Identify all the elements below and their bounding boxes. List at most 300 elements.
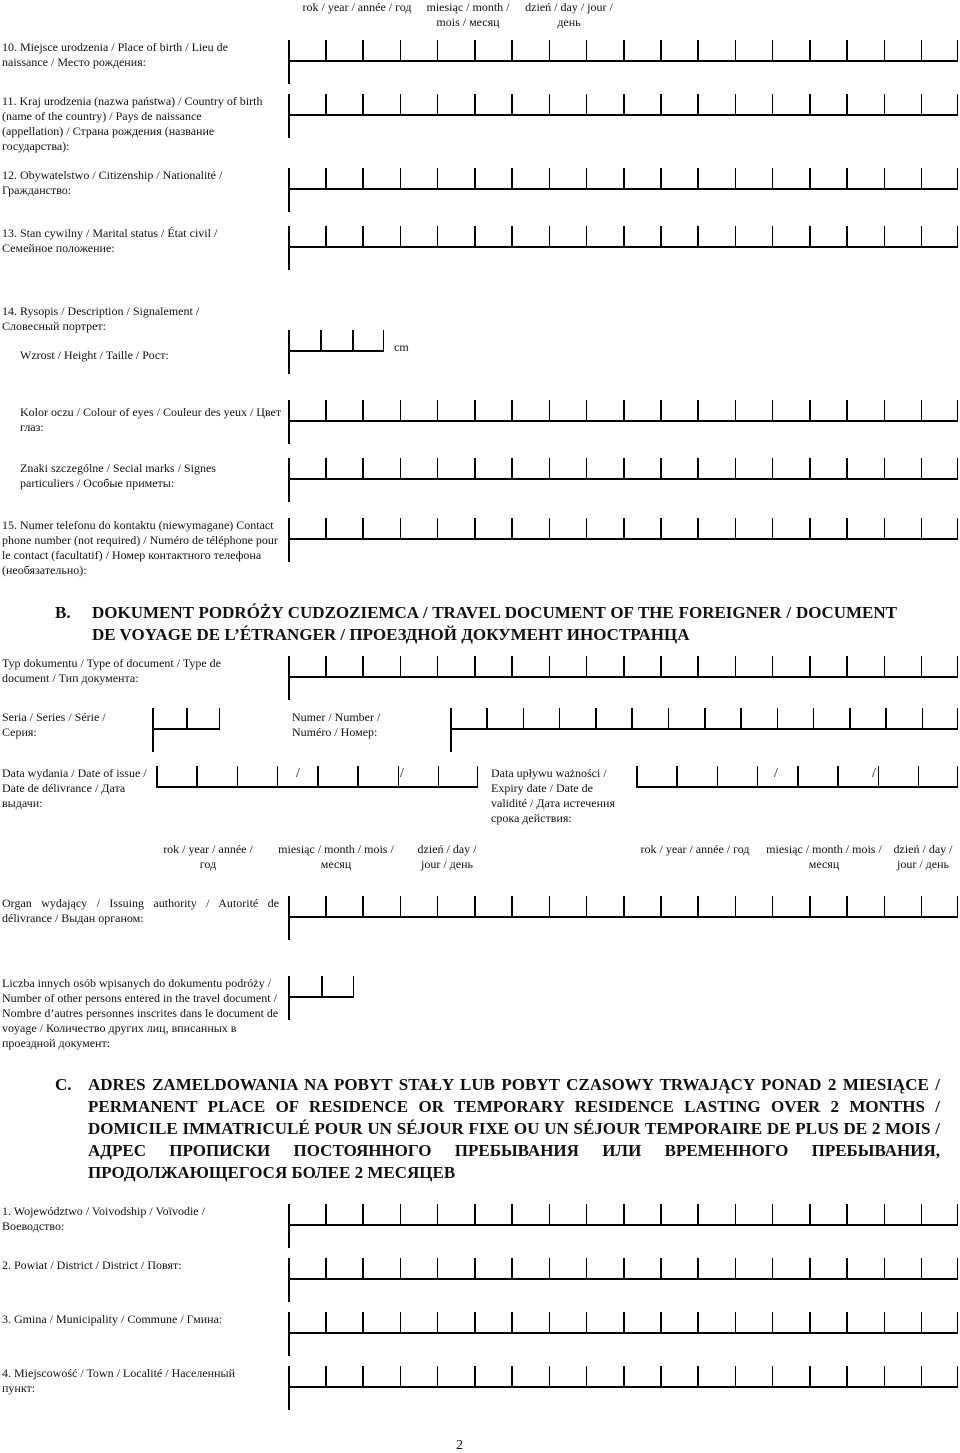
other-persons-boxes[interactable] bbox=[288, 976, 354, 1002]
box-baseline bbox=[450, 728, 958, 730]
box-divider bbox=[362, 896, 364, 916]
box-divider bbox=[288, 330, 290, 374]
box-divider bbox=[586, 1258, 588, 1278]
box-divider bbox=[549, 40, 551, 60]
box-divider bbox=[586, 1204, 588, 1224]
box-baseline bbox=[288, 676, 958, 678]
citizenship-boxes[interactable] bbox=[288, 168, 958, 194]
box-divider bbox=[884, 1366, 886, 1386]
box-divider bbox=[437, 168, 439, 188]
box-divider bbox=[921, 1204, 923, 1224]
box-divider bbox=[586, 518, 588, 538]
box-divider bbox=[884, 168, 886, 188]
box-divider bbox=[511, 656, 513, 676]
box-divider bbox=[437, 896, 439, 916]
box-divider bbox=[809, 1366, 811, 1386]
document-type-label: Typ dokumentu / Type of document / Type de document / Тип документа: bbox=[2, 656, 221, 685]
box-divider bbox=[362, 1258, 364, 1278]
box-divider bbox=[586, 458, 588, 478]
box-divider bbox=[511, 40, 513, 60]
box-divider bbox=[362, 458, 364, 478]
box-divider bbox=[957, 226, 959, 246]
box-divider bbox=[772, 1312, 774, 1332]
box-divider bbox=[921, 168, 923, 188]
box-divider bbox=[437, 226, 439, 246]
box-divider bbox=[921, 656, 923, 676]
box-divider bbox=[511, 518, 513, 538]
box-divider bbox=[400, 94, 402, 114]
box-divider bbox=[357, 766, 359, 786]
box-divider bbox=[477, 766, 479, 786]
box-divider bbox=[437, 1312, 439, 1332]
box-divider bbox=[400, 896, 402, 916]
box-baseline bbox=[152, 728, 220, 730]
box-baseline bbox=[288, 996, 354, 998]
box-divider bbox=[921, 896, 923, 916]
box-divider bbox=[277, 766, 279, 786]
box-divider bbox=[636, 766, 638, 786]
box-divider bbox=[921, 1258, 923, 1278]
box-divider bbox=[885, 708, 887, 728]
box-divider bbox=[772, 458, 774, 478]
box-divider bbox=[549, 226, 551, 246]
box-divider bbox=[772, 1204, 774, 1224]
box-divider bbox=[437, 518, 439, 538]
box-divider bbox=[809, 896, 811, 916]
box-divider bbox=[631, 708, 633, 728]
box-divider bbox=[660, 1366, 662, 1386]
box-divider bbox=[957, 766, 959, 786]
box-divider bbox=[697, 1312, 699, 1332]
box-divider bbox=[325, 896, 327, 916]
box-divider bbox=[325, 656, 327, 676]
box-divider bbox=[809, 1258, 811, 1278]
box-divider bbox=[321, 976, 323, 996]
box-divider bbox=[846, 168, 848, 188]
box-divider bbox=[697, 1258, 699, 1278]
box-divider bbox=[697, 458, 699, 478]
box-divider bbox=[772, 1258, 774, 1278]
box-baseline bbox=[288, 916, 958, 918]
box-divider bbox=[735, 656, 737, 676]
box-divider bbox=[362, 168, 364, 188]
box-divider bbox=[623, 518, 625, 538]
box-divider bbox=[846, 400, 848, 420]
box-divider bbox=[383, 330, 385, 350]
section-b-title: DOKUMENT PODRÓŻY CUDZOZIEMCA / TRAVEL DOCUMENT OF THE FOREIGNER / DOCUMENT DE VOYAGE DE L’ÉTRANGER / ПРОЕЗДНОЙ ДОКУМЕНТ ИНОСТРАНЦА bbox=[92, 603, 897, 644]
box-divider bbox=[362, 226, 364, 246]
box-divider bbox=[846, 458, 848, 478]
box-divider bbox=[668, 708, 670, 728]
box-divider bbox=[400, 1312, 402, 1332]
box-divider bbox=[797, 766, 799, 786]
box-divider bbox=[474, 458, 476, 478]
box-divider bbox=[849, 708, 851, 728]
box-divider bbox=[809, 400, 811, 420]
district-boxes[interactable] bbox=[288, 1258, 958, 1284]
box-divider bbox=[219, 708, 221, 728]
box-divider bbox=[437, 94, 439, 114]
section-c-title: ADRES ZAMELDOWANIA NA POBYT STAŁY LUB POBYT CZASOWY TRWAJĄCY PONAD 2 MIESIĄCE / PERMANENT PLACE OF RESIDENCE OR TEMPORARY RESIDENCE LASTING OVER 2 MONTHS / DOMICILE IMMATRICULÉ POUR UN SÉJOUR FIXE OU UN SÉJOUR TEMPORAIRE DE PLUS DE 2 MOIS / АДРЕС ПРОПИСКИ ПОСТОЯННОГО ПРЕБЫВАНИЯ ИЛИ ВРЕМЕННОГО ПРЕБЫВАНИЯ, ПРОДОЛЖАЮЩЕГОСЯ БОЛЕЕ 2 МЕСЯЦЕВ bbox=[88, 1075, 940, 1182]
box-divider bbox=[809, 168, 811, 188]
box-divider bbox=[400, 400, 402, 420]
country-of-birth-label: 11. Kraj urodzenia (nazwa państwa) / Country of birth (name of the country) / Pays de naissance (appellation) / Страна рождения (название государства): bbox=[2, 94, 263, 153]
box-divider bbox=[809, 1204, 811, 1224]
box-divider bbox=[586, 168, 588, 188]
box-divider bbox=[717, 766, 719, 786]
box-divider bbox=[156, 766, 158, 786]
box-divider bbox=[921, 400, 923, 420]
box-divider bbox=[437, 40, 439, 60]
box-divider bbox=[623, 1312, 625, 1332]
box-divider bbox=[809, 458, 811, 478]
box-divider bbox=[957, 168, 959, 188]
box-divider bbox=[362, 518, 364, 538]
box-divider bbox=[697, 656, 699, 676]
box-divider bbox=[549, 168, 551, 188]
box-baseline bbox=[156, 786, 478, 788]
box-divider bbox=[957, 1366, 959, 1386]
box-divider bbox=[474, 40, 476, 60]
box-divider bbox=[846, 40, 848, 60]
box-divider bbox=[362, 40, 364, 60]
box-divider bbox=[474, 400, 476, 420]
box-divider bbox=[884, 400, 886, 420]
series-label: Seria / Series / Série / Серия: bbox=[2, 710, 106, 739]
box-divider bbox=[809, 40, 811, 60]
box-divider bbox=[586, 400, 588, 420]
box-divider bbox=[317, 766, 319, 786]
box-divider bbox=[325, 94, 327, 114]
box-divider bbox=[660, 1312, 662, 1332]
box-divider bbox=[511, 896, 513, 916]
box-divider bbox=[474, 1258, 476, 1278]
box-divider bbox=[846, 1312, 848, 1332]
box-divider bbox=[288, 94, 290, 138]
special-marks-boxes[interactable] bbox=[288, 458, 958, 484]
box-divider bbox=[660, 1204, 662, 1224]
box-divider bbox=[846, 1366, 848, 1386]
box-divider bbox=[549, 1366, 551, 1386]
box-divider bbox=[623, 896, 625, 916]
box-divider bbox=[772, 168, 774, 188]
town-boxes[interactable] bbox=[288, 1366, 958, 1392]
box-divider bbox=[957, 1312, 959, 1332]
box-divider bbox=[586, 1366, 588, 1386]
box-divider bbox=[921, 518, 923, 538]
box-divider bbox=[735, 896, 737, 916]
box-divider bbox=[735, 400, 737, 420]
eye-colour-label: Kolor oczu / Colour of eyes / Couleur des yeux / Цвет глаз: bbox=[20, 405, 282, 434]
page-number: 2 bbox=[456, 1438, 463, 1453]
number-boxes[interactable] bbox=[450, 708, 958, 734]
box-divider bbox=[772, 1366, 774, 1386]
box-divider bbox=[325, 226, 327, 246]
voivodship-label: 1. Województwo / Voivodship / Voïvodie / Воеводство: bbox=[2, 1204, 205, 1233]
box-divider bbox=[325, 518, 327, 538]
box-baseline bbox=[288, 478, 958, 480]
box-divider bbox=[957, 708, 959, 728]
box-divider bbox=[846, 656, 848, 676]
box-divider bbox=[660, 94, 662, 114]
box-divider bbox=[511, 168, 513, 188]
box-baseline bbox=[288, 1386, 958, 1388]
box-divider bbox=[623, 458, 625, 478]
box-divider bbox=[957, 94, 959, 114]
box-divider bbox=[735, 226, 737, 246]
box-divider bbox=[362, 1366, 364, 1386]
box-divider bbox=[474, 168, 476, 188]
box-divider bbox=[884, 40, 886, 60]
series-boxes[interactable] bbox=[152, 708, 220, 734]
box-divider bbox=[196, 766, 198, 786]
box-divider bbox=[400, 1258, 402, 1278]
height-unit: cm bbox=[394, 340, 409, 354]
box-divider bbox=[623, 400, 625, 420]
box-divider bbox=[809, 1312, 811, 1332]
issuing-authority-boxes[interactable] bbox=[288, 896, 958, 922]
expiry-year-label: rok / year / année / год bbox=[640, 842, 750, 856]
box-divider bbox=[549, 518, 551, 538]
box-divider bbox=[325, 1366, 327, 1386]
box-divider bbox=[772, 518, 774, 538]
box-divider bbox=[846, 226, 848, 246]
issue-year-label: rok / year / année / год bbox=[163, 842, 253, 871]
box-divider bbox=[957, 458, 959, 478]
box-divider bbox=[511, 226, 513, 246]
box-divider bbox=[735, 1312, 737, 1332]
eye-colour-boxes[interactable] bbox=[288, 400, 958, 426]
box-divider bbox=[884, 896, 886, 916]
box-divider bbox=[813, 708, 815, 728]
box-divider bbox=[288, 1312, 290, 1356]
citizenship-label: 12. Obywatelstwo / Citizenship / Nationalité / Гражданство: bbox=[2, 168, 223, 197]
box-divider bbox=[623, 656, 625, 676]
box-divider bbox=[772, 400, 774, 420]
box-divider bbox=[623, 168, 625, 188]
box-divider bbox=[878, 766, 880, 786]
box-divider bbox=[288, 976, 290, 1020]
box-divider bbox=[288, 1204, 290, 1248]
box-divider bbox=[325, 1204, 327, 1224]
box-divider bbox=[362, 94, 364, 114]
marital-status-boxes[interactable] bbox=[288, 226, 958, 252]
box-divider bbox=[660, 226, 662, 246]
town-label: 4. Miejscowość / Town / Localité / Населенный пункт: bbox=[2, 1366, 236, 1395]
box-divider bbox=[809, 656, 811, 676]
box-divider bbox=[362, 1204, 364, 1224]
box-divider bbox=[288, 1366, 290, 1410]
box-divider bbox=[186, 708, 188, 728]
box-divider bbox=[437, 1366, 439, 1386]
box-divider bbox=[884, 458, 886, 478]
box-divider bbox=[586, 94, 588, 114]
issue-date-boxes[interactable] bbox=[156, 766, 478, 792]
box-divider bbox=[809, 94, 811, 114]
box-divider bbox=[288, 400, 290, 444]
description-label: 14. Rysopis / Description / Signalement / Словесный портрет: bbox=[2, 304, 200, 333]
box-divider bbox=[325, 1258, 327, 1278]
box-divider bbox=[846, 94, 848, 114]
box-divider bbox=[704, 708, 706, 728]
box-baseline bbox=[288, 1224, 958, 1226]
box-divider bbox=[772, 896, 774, 916]
box-divider bbox=[623, 1258, 625, 1278]
box-divider bbox=[757, 766, 759, 786]
box-divider bbox=[772, 656, 774, 676]
box-divider bbox=[523, 708, 525, 728]
box-divider bbox=[586, 1312, 588, 1332]
box-divider bbox=[697, 1204, 699, 1224]
box-divider bbox=[660, 518, 662, 538]
box-divider bbox=[884, 94, 886, 114]
box-divider bbox=[325, 40, 327, 60]
box-divider bbox=[586, 656, 588, 676]
box-divider bbox=[846, 1258, 848, 1278]
box-divider bbox=[474, 1312, 476, 1332]
box-divider bbox=[957, 1258, 959, 1278]
box-divider bbox=[549, 656, 551, 676]
box-divider bbox=[697, 168, 699, 188]
box-divider bbox=[846, 1204, 848, 1224]
box-divider bbox=[288, 1258, 290, 1302]
expiry-date-slash-2: / bbox=[872, 766, 876, 781]
box-divider bbox=[288, 458, 290, 502]
box-divider bbox=[697, 896, 699, 916]
box-divider bbox=[772, 40, 774, 60]
box-divider bbox=[398, 766, 400, 786]
box-divider bbox=[846, 518, 848, 538]
issue-date-label: Data wydania / Date of issue / Date de délivrance / Дата выдачи: bbox=[2, 766, 147, 810]
box-divider bbox=[474, 226, 476, 246]
box-divider bbox=[735, 518, 737, 538]
box-divider bbox=[549, 400, 551, 420]
box-divider bbox=[437, 400, 439, 420]
box-divider bbox=[288, 40, 290, 84]
box-divider bbox=[549, 458, 551, 478]
box-divider bbox=[511, 458, 513, 478]
expiry-date-label: Data upływu ważności / Expiry date / Date de validité / Дата истечения срока действия: bbox=[491, 766, 615, 825]
section-c-letter: C. bbox=[55, 1075, 72, 1094]
box-divider bbox=[921, 226, 923, 246]
box-divider bbox=[400, 168, 402, 188]
box-divider bbox=[511, 1366, 513, 1386]
top-year-label: rok / year / année / год bbox=[302, 0, 412, 14]
box-divider bbox=[735, 1204, 737, 1224]
country-of-birth-boxes[interactable] bbox=[288, 94, 958, 120]
box-divider bbox=[623, 94, 625, 114]
box-divider bbox=[288, 518, 290, 562]
box-divider bbox=[325, 168, 327, 188]
box-baseline bbox=[288, 246, 958, 248]
phone-boxes[interactable] bbox=[288, 518, 958, 544]
document-type-boxes[interactable] bbox=[288, 656, 958, 682]
issuing-authority-label: Organ wydający / Issuing authority / Autorité de délivrance / Выдан органом: bbox=[2, 896, 279, 925]
box-divider bbox=[660, 656, 662, 676]
box-divider bbox=[735, 1258, 737, 1278]
box-divider bbox=[474, 656, 476, 676]
box-divider bbox=[660, 1258, 662, 1278]
box-baseline bbox=[288, 538, 958, 540]
box-divider bbox=[884, 226, 886, 246]
box-divider bbox=[474, 1204, 476, 1224]
municipality-label: 3. Gmina / Municipality / Commune / Гмина: bbox=[2, 1312, 223, 1326]
voivodship-boxes[interactable] bbox=[288, 1204, 958, 1230]
box-divider bbox=[957, 518, 959, 538]
section-b-letter: B. bbox=[55, 603, 71, 622]
box-divider bbox=[921, 1366, 923, 1386]
box-divider bbox=[511, 1204, 513, 1224]
box-divider bbox=[846, 896, 848, 916]
place-of-birth-boxes[interactable] bbox=[288, 40, 958, 66]
box-divider bbox=[735, 168, 737, 188]
municipality-boxes[interactable] bbox=[288, 1312, 958, 1338]
other-persons-label: Liczba innych osób wpisanych do dokumentu podróży / Number of other persons entered in the travel document / Nombre d’autres personnes inscrites dans le document de voyage / Количество других лиц, вписанных в проездной документ: bbox=[2, 976, 279, 1050]
box-divider bbox=[288, 656, 290, 700]
box-divider bbox=[486, 708, 488, 728]
box-divider bbox=[957, 40, 959, 60]
box-divider bbox=[735, 40, 737, 60]
box-divider bbox=[921, 1312, 923, 1332]
box-divider bbox=[623, 1204, 625, 1224]
box-divider bbox=[237, 766, 239, 786]
box-divider bbox=[288, 226, 290, 270]
height-boxes[interactable] bbox=[288, 330, 384, 356]
box-divider bbox=[362, 1312, 364, 1332]
box-divider bbox=[660, 40, 662, 60]
box-divider bbox=[921, 94, 923, 114]
district-label: 2. Powiat / District / District / Повят: bbox=[2, 1258, 182, 1272]
box-baseline bbox=[288, 60, 958, 62]
box-divider bbox=[511, 1312, 513, 1332]
box-baseline bbox=[288, 420, 958, 422]
box-divider bbox=[809, 518, 811, 538]
box-baseline bbox=[288, 350, 384, 352]
box-divider bbox=[586, 40, 588, 60]
box-divider bbox=[152, 708, 154, 752]
number-label: Numer / Number / Numéro / Номер: bbox=[292, 710, 381, 739]
box-divider bbox=[884, 1312, 886, 1332]
box-divider bbox=[735, 458, 737, 478]
box-divider bbox=[623, 1366, 625, 1386]
expiry-date-boxes[interactable] bbox=[636, 766, 958, 792]
box-divider bbox=[549, 1258, 551, 1278]
box-divider bbox=[288, 896, 290, 940]
box-divider bbox=[474, 1366, 476, 1386]
box-divider bbox=[697, 1366, 699, 1386]
box-divider bbox=[400, 458, 402, 478]
box-divider bbox=[437, 1258, 439, 1278]
box-divider bbox=[438, 766, 440, 786]
box-divider bbox=[777, 708, 779, 728]
issue-date-slash-2: / bbox=[400, 766, 404, 781]
box-divider bbox=[957, 656, 959, 676]
box-baseline bbox=[288, 114, 958, 116]
box-divider bbox=[660, 458, 662, 478]
expiry-date-slash-1: / bbox=[774, 766, 778, 781]
top-month-label: miesiąc / month / mois / месяц bbox=[426, 0, 510, 29]
box-divider bbox=[352, 330, 354, 350]
box-divider bbox=[957, 1204, 959, 1224]
box-divider bbox=[697, 226, 699, 246]
box-divider bbox=[549, 1204, 551, 1224]
box-divider bbox=[511, 1258, 513, 1278]
special-marks-label: Znaki szczególne / Secial marks / Signes particuliers / Особые приметы: bbox=[20, 461, 216, 490]
box-divider bbox=[586, 226, 588, 246]
box-divider bbox=[921, 458, 923, 478]
box-divider bbox=[400, 226, 402, 246]
marital-status-label: 13. Stan cywilny / Marital status / État civil / Семейное положение: bbox=[2, 226, 218, 255]
